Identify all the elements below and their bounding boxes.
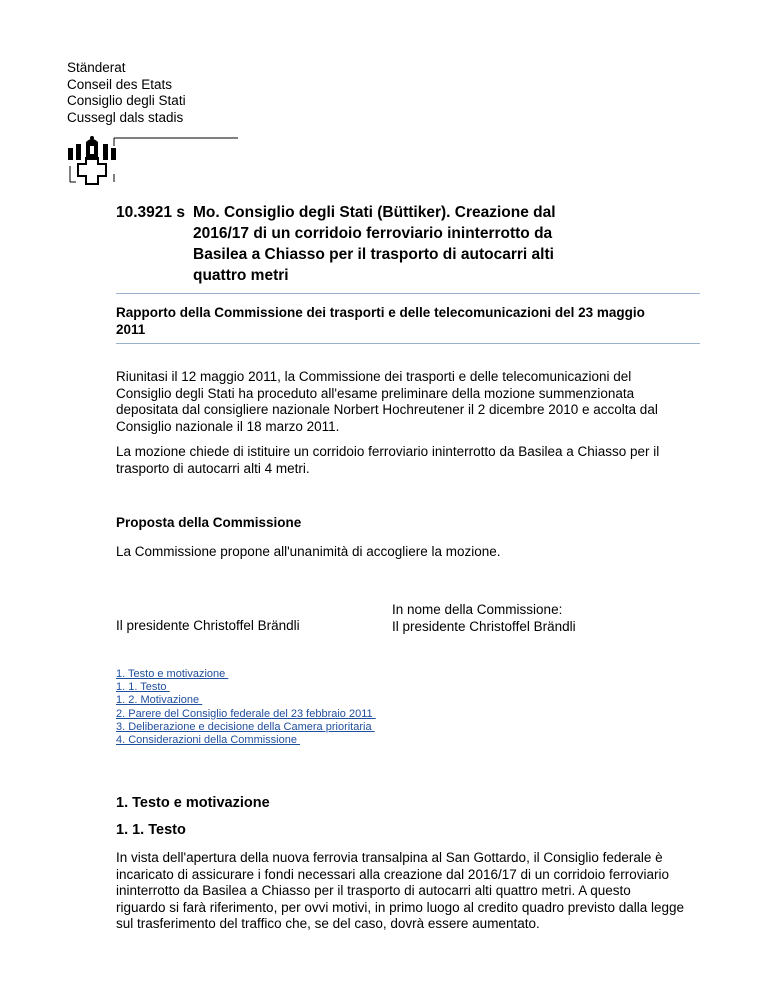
toc-link-testo-motivazione[interactable]: 1. Testo e motivazione [116,668,229,680]
table-of-contents [116,668,376,747]
section-heading: 1. Testo e motivazione [116,795,270,811]
toc-link-motivazione[interactable]: 1. 2. Motivazione [116,694,203,707]
institution-names [67,60,186,126]
paragraph-line: Consiglio nazionale il 18 marzo 2011. [116,418,340,434]
toc-link-considerazioni[interactable]: 4. Considerazioni della Commissione [116,734,301,747]
paragraph-line: Consiglio degli Stati ha proceduto all'esame preliminare della mozione summenzionata [116,385,635,401]
document-id: 10.3921 s [116,204,185,221]
institution-name-it: Consiglio degli Stati [67,93,186,108]
proposal-heading: Proposta della Commissione [116,515,302,530]
paragraph-line: depositata dal consigliere nazionale Norbert Hochreutener il 2 dicembre 2010 e accolta dal [116,402,658,417]
intro-paragraph [116,369,706,435]
paragraph-line: incaricato di assicurare i fondi necessari alla creazione dal 2016/17 di un corridoio ferroviario [116,866,670,882]
signature-left: Il presidente Christoffel Brändli [116,618,300,633]
institution-name-fr: Conseil des Etats [67,76,173,92]
title-line: 2016/17 di un corridoio ferroviario ininterrotto da [193,225,553,242]
signature-right [392,602,576,635]
report-title-line: 2011 [116,322,146,337]
document-title [193,202,593,286]
subsection-heading: 1. 1. Testo [116,822,186,838]
signature-line: Il presidente Christoffel Brändli [392,618,576,634]
report-title-line: Rapporto della Commissione dei trasporti e delle telecomunicazioni del 23 maggio [116,305,645,320]
paragraph-line: sul trasferimento del traffico che, se del caso, dovrà essere aumentato. [116,916,540,931]
paragraph-line: trasporto di autocarri alti 4 metri. [116,460,310,476]
institution-name-rm: Cussegl dals stadis [67,109,184,125]
toc-link-deliberazione[interactable]: 3. Deliberazione e decisione della Camera prioritaria [116,720,375,733]
divider-bottom [116,343,700,344]
section-text [116,850,706,933]
proposal-text: La Commissione propone all'unanimità di accogliere la mozione. [116,544,501,559]
title-line: Basilea a Chiasso per il trasporto di autocarri alti [193,246,554,263]
report-title [116,304,696,338]
paragraph-line: ininterrotto da Basilea a Chiasso per il trasporto di autocarri alti quattro metri. A questo [116,883,631,898]
signature-line: In nome della Commissione: [392,602,563,617]
paragraph-line: La mozione chiede di istituire un corridoio ferroviario ininterrotto da Basilea a Chiasso per il [116,444,660,459]
institution-name-de: Ständerat [67,60,126,75]
title-line: quattro metri [193,267,289,284]
paragraph-line: Riunitasi il 12 maggio 2011, la Commissione dei trasporti e delle telecomunicazioni del [116,369,632,384]
parliament-logo-icon [66,134,246,194]
paragraph-line: In vista dell'apertura della nuova ferrovia transalpina al San Gottardo, il Consiglio federale è [116,850,663,865]
motion-paragraph [116,444,706,477]
paragraph-line: riguardo si farà riferimento, per ovvi motivi, in primo luogo al credito quadro previsto dalla legge [116,899,685,915]
divider-top [116,293,700,294]
toc-link-parere-consiglio[interactable]: 2. Parere del Consiglio federale del 23 febbraio 2011 [116,707,376,720]
title-line: Mo. Consiglio degli Stati (Büttiker). Creazione dal [193,204,556,221]
toc-link-testo[interactable]: 1. 1. Testo [116,681,170,694]
